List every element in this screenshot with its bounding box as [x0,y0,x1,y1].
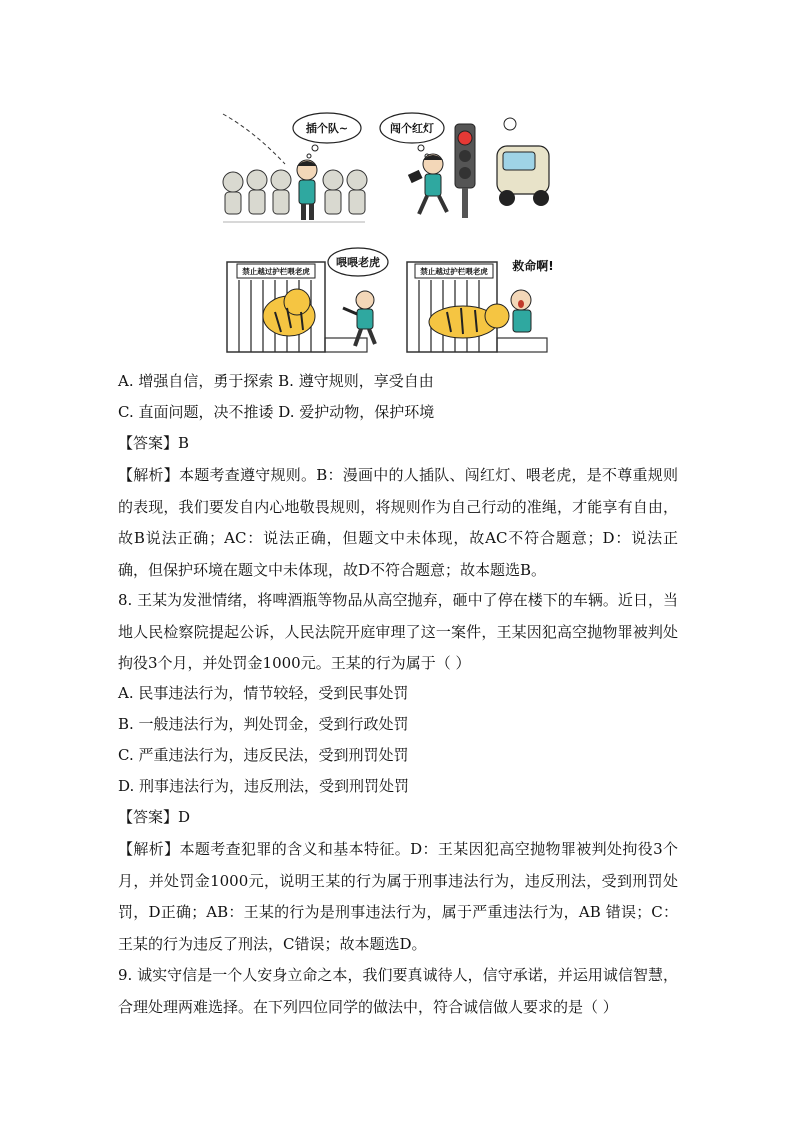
q9-stem: 9. 诚实守信是一个人安身立命之本，我们要真诚待人，信守承诺，并运用诚信智慧，合理处理两难选择。在下列四位同学的做法中，符合诚信做人要求的是（ ） [118,966,678,1016]
panel1-bubble-text: 插个队~ [305,122,349,135]
comic-panels [215,102,565,357]
q7-options-row1: A. 增强自信，勇于探索 B. 遵守规则，享受自由 [118,372,434,390]
comic-illustration [215,102,565,357]
q8-option-d: D. 刑事违法行为，违反刑法，受到刑罚处罚 [118,777,410,795]
panel-running-red-light [223,113,549,222]
panel4-shout-text: 救命啊! [512,259,554,273]
panel3-sign-text: 禁止越过护栏喂老虎 [242,267,310,276]
q8-option-a: A. 民事违法行为，情节较轻，受到民事处罚 [118,684,409,702]
q8-answer: 【答案】D [118,808,191,826]
q7-answer: 【答案】B [118,434,190,452]
q7-analysis: 【解析】本题考查遵守规则。B：漫画中的人插队、闯红灯、喂老虎，是不尊重规则的表现，我们要发自内心地敬畏规则，将规则作为自己行动的准绳，才能享有自由，故B说法正确；AC：说法正确，但题文中未体现，故AC不符合题意；D：说法正确，但保护环境在题文中未体现，故D不符合题意；故本题选B。 [118,466,678,579]
panel2-bubble-text: 闯个红灯 [390,122,434,135]
q8-option-b: B. 一般违法行为，判处罚金，受到行政处罚 [118,715,409,733]
q8-analysis: 【解析】本题考查犯罪的含义和基本特征。D：王某因犯高空抛物罪被判处拘役3个月，并处罚金1000元，说明王某的行为属于刑事违法行为，违反刑法，受到刑罚处罚，D正确；AB：王某的行为是刑事违法行为，属于严重违法行为，AB 错误；C：王某的行为违反了刑法，C错误；故本题选D。 [118,840,678,953]
panel3-bubble-text: 喂喂老虎 [336,256,380,269]
q8-option-c: C. 严重违法行为，违反民法，受到刑罚处罚 [118,746,409,764]
panel-queue-jumping [223,113,367,222]
panel-tiger-attack [407,258,554,352]
q8-stem: 8. 王某为发泄情绪，将啤酒瓶等物品从高空抛弃，砸中了停在楼下的车辆。近日，当地人民检察院提起公诉，人民法院开庭审理了这一案件，王某因犯高空抛物罪被判处拘役3个月，并处罚金1000元。王某的行为属于（ ） [118,591,678,672]
panel4-sign-text: 禁止越过护栏喂老虎 [420,267,488,276]
panel-feeding-tiger [227,248,388,352]
q7-options-row2: C. 直面问题，决不推诿 D. 爱护动物，保护环境 [118,403,435,421]
